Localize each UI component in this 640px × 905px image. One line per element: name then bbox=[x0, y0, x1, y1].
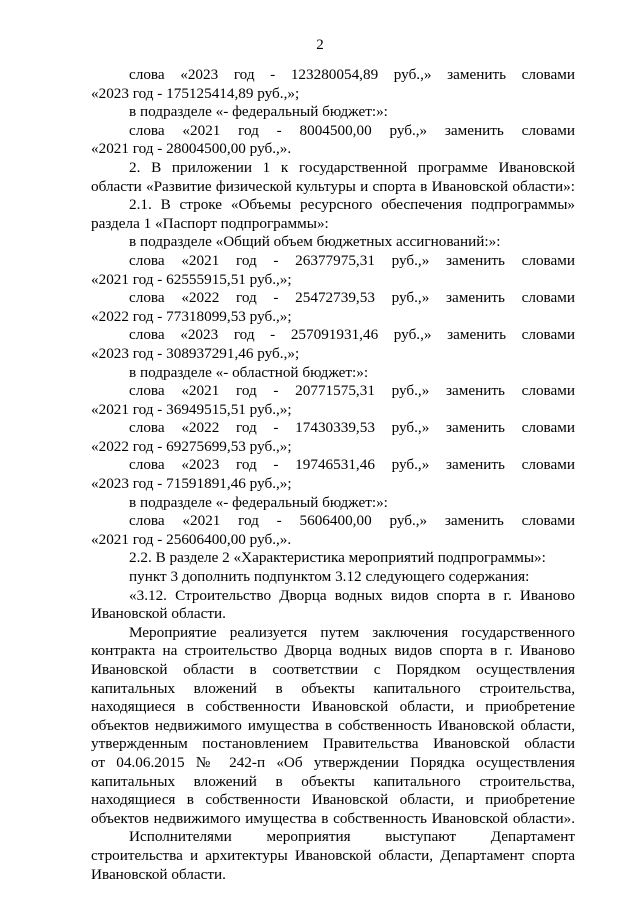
text-line: «2023 год - 71591891,46 руб.,»; bbox=[91, 475, 292, 493]
text-line: 2.2. В разделе 2 «Характеристика мероприятий подпрограммы»: bbox=[129, 549, 546, 567]
text-line: «3.12. Строительство Дворца водных видов спорта в г. Иваново bbox=[129, 586, 575, 604]
text-line: в подразделе «- областной бюджет:»: bbox=[129, 363, 369, 381]
text-line: области «Развитие физической культуры и спорта в Ивановской области»: bbox=[91, 177, 575, 195]
text-line: «2021 год - 62555915,51 руб.,»; bbox=[91, 270, 292, 288]
text-line: «2021 год - 25606400,00 руб.,». bbox=[91, 530, 292, 548]
text-line: от 04.06.2015 № 242-п «Об утверждении Порядка осуществления bbox=[91, 753, 575, 771]
text-line: слова «2023 год - 19746531,46 руб.,» заменить словами bbox=[129, 456, 575, 474]
text-line: «2021 год - 36949515,51 руб.,»; bbox=[91, 400, 292, 418]
text-line: слова «2023 год - 257091931,46 руб.,» заменить словами bbox=[129, 326, 575, 344]
text-line: в подразделе «- федеральный бюджет:»: bbox=[129, 103, 388, 121]
text-line: Исполнителями мероприятия выступают Департамент bbox=[129, 828, 575, 846]
text-line: пункт 3 дополнить подпунктом 3.12 следующего содержания: bbox=[129, 568, 530, 586]
text-line: строительства и архитектуры Ивановской области, Департамент спорта bbox=[91, 846, 575, 864]
text-line: «2021 год - 28004500,00 руб.,». bbox=[91, 140, 292, 158]
text-line: 2.1. В строке «Объемы ресурсного обеспечения подпрограммы» bbox=[129, 196, 575, 214]
text-line: находящиеся в собственности Ивановской области, и приобретение bbox=[91, 698, 575, 716]
text-line: Ивановской области в соответствии с Порядком осуществления bbox=[91, 661, 575, 678]
text-line: слова «2021 год - 5606400,00 руб.,» заменить словами bbox=[129, 512, 575, 530]
text-line: слова «2021 год - 8004500,00 руб.,» заменить словами bbox=[129, 121, 575, 139]
text-line: Ивановской области. bbox=[91, 605, 226, 623]
text-line: слова «2021 год - 20771575,31 руб.,» заменить словами bbox=[129, 382, 575, 400]
text-line: контракта на строительство Дворца водных видов спорта в г. Иваново bbox=[91, 642, 575, 660]
text-line: в подразделе «- федеральный бюджет:»: bbox=[129, 493, 388, 511]
text-line: раздела 1 «Паспорт подпрограммы»: bbox=[91, 214, 329, 232]
text-line: объектов недвижимого имущества в собственность Ивановской области». bbox=[91, 809, 575, 827]
text-line: Мероприятие реализуется путем заключения государственного bbox=[129, 623, 575, 641]
text-line: утвержденным постановлением Правительства Ивановской области bbox=[91, 735, 575, 753]
text-line: Ивановской области. bbox=[91, 865, 226, 883]
text-line: «2023 год - 175125414,89 руб.,»; bbox=[91, 84, 300, 102]
text-line: 2. В приложении 1 к государственной программе Ивановской bbox=[129, 158, 575, 176]
text-line: «2022 год - 69275699,53 руб.,»; bbox=[91, 437, 292, 455]
text-line: объектов недвижимого имущества в собственность Ивановской области, bbox=[91, 716, 575, 734]
text-line: находящиеся в собственности Ивановской области, и приобретение bbox=[91, 791, 575, 809]
text-line: «2023 год - 308937291,46 руб.,»; bbox=[91, 344, 300, 362]
text-line: «2022 год - 77318099,53 руб.,»; bbox=[91, 307, 292, 325]
text-line: слова «2021 год - 26377975,31 руб.,» заменить словами bbox=[129, 251, 575, 269]
text-line: в подразделе «Общий объем бюджетных ассигнований:»: bbox=[129, 233, 501, 251]
document-body bbox=[91, 66, 575, 884]
text-line: капитальных вложений в объекты капитального строительства, bbox=[91, 772, 575, 790]
text-line: слова «2022 год - 25472739,53 руб.,» заменить словами bbox=[129, 289, 575, 307]
text-line: слова «2023 год - 123280054,89 руб.,» заменить словами bbox=[129, 66, 575, 83]
text-line: слова «2022 год - 17430339,53 руб.,» заменить словами bbox=[129, 419, 575, 437]
text-line: капитальных вложений в объекты капитального строительства, bbox=[91, 679, 575, 697]
page-number: 2 bbox=[316, 37, 324, 53]
